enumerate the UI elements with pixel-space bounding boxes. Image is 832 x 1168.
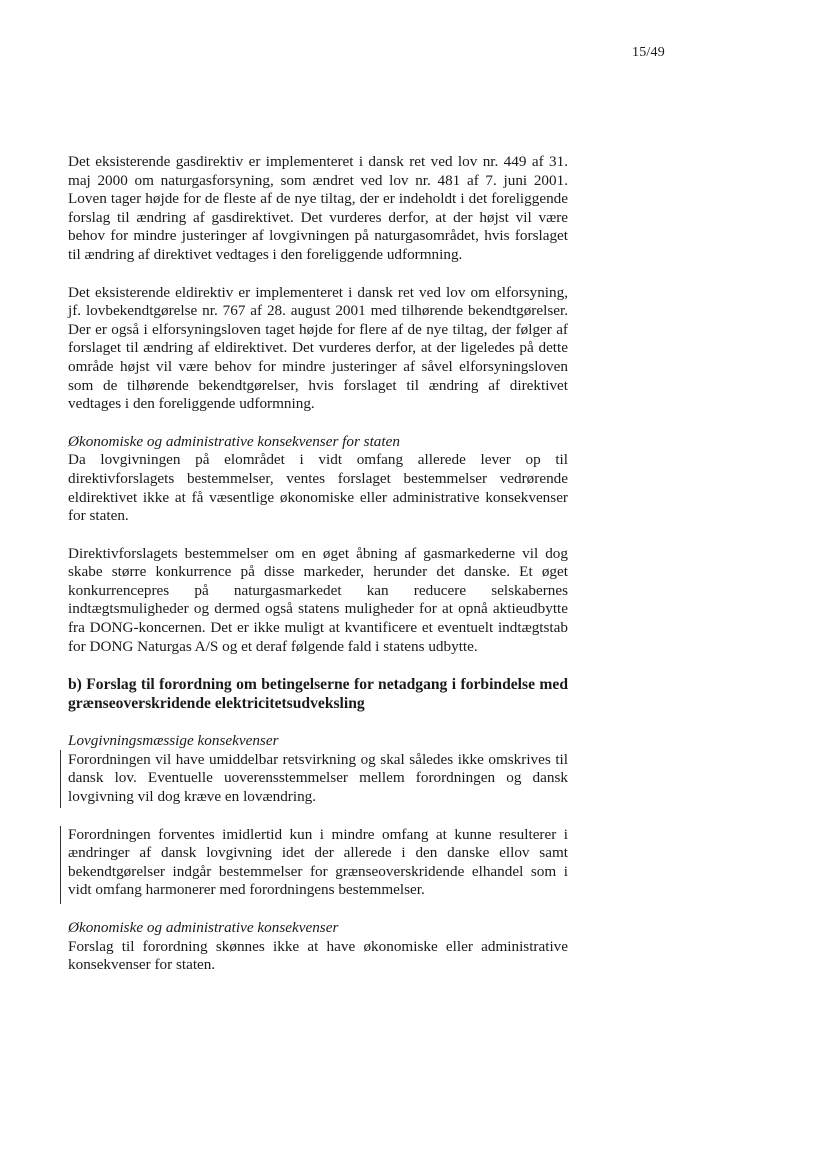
paragraph-electricity-consequences: Da lovgivningen på elområdet i vidt omfang allerede lever op til direktivforslagets bestemmelser, ventes forslaget bestemmelser vedrørende eldirektivet ikke at få væsentlige økonomiske eller administrative konsekvenser for staten. xyxy=(68,451,568,525)
section-heading-b: b) Forslag til forordning om betingelserne for netadgang i forbindelse med grænseoverskridende elektricitetsudveksling xyxy=(68,676,568,713)
heading-economic-consequences-state: Økonomiske og administrative konsekvenser for staten xyxy=(68,432,400,450)
change-bar xyxy=(60,826,61,904)
change-bar xyxy=(60,750,61,808)
paragraph-regulation-changes: Forordningen forventes imidlertid kun i mindre omfang at kunne resulterer i ændringer af dansk lovgivning idet der allerede i den danske ellov samt bekendtgørelser indgår bestemmelser for grænseoverskridende elhandel som i vidt omfang harmonerer med forordningens bestemmelser. xyxy=(68,825,568,899)
paragraph-regulation-economic: Forslag til forordning skønnes ikke at have økonomiske eller administrative konsekvenser for staten. xyxy=(68,937,568,974)
regulation-changes-block xyxy=(68,826,568,900)
document-body xyxy=(68,153,568,975)
paragraph-regulation-effect: Forordningen vil have umiddelbar retsvirkning og skal således ikke omskrives til dansk lov. Eventuelle uoverensstemmelser mellem forordningen og dansk lovgivning vil dog kræve en lovændring. xyxy=(68,750,568,806)
heading-economic-consequences: Økonomiske og administrative konsekvenser xyxy=(68,919,339,936)
paragraph-gas-directive: Det eksisterende gasdirektiv er implementeret i dansk ret ved lov nr. 449 af 31. maj 2000 om naturgasforsyning, som ændret ved lov nr. 481 af 7. juni 2001. Loven tager højde for de fleste af de nye tiltag, der er indeholdt i det foreliggende forslag til ændring af gasdirektivet. Det vurderes derfor, at der højst vil være behov for mindre justeringer af lovgivningen på naturgasområdet, hvis forslaget til ændring af direktivet vedtages i den foreliggende udformning. xyxy=(68,153,568,263)
legislative-consequences-block xyxy=(68,732,568,806)
page-number: 15/49 xyxy=(632,45,665,60)
heading-legislative-consequences: Lovgivningsmæssige konsekvenser xyxy=(68,732,279,750)
paragraph-gas-market-competition: Direktivforslagets bestemmelser om en øget åbning af gasmarkederne vil dog skabe større konkurrence på disse markeder, herunder det danske. Et øget konkurrencepres på naturgasmarkedet kan reducere selskabernes indtægtsmuligheder og dermed også statens muligheder for at opnå aktieudbytte fra DONG-koncernen. Det er ikke muligt at kvantificere et eventuelt indtægtstab for DONG Naturgas A/S og et deraf følgende fald i statens udbytte. xyxy=(68,544,568,655)
paragraph-electricity-directive: Det eksisterende eldirektiv er implementeret i dansk ret ved lov om elforsyning, jf. lovbekendtgørelse nr. 767 af 28. august 2001 med tilhørende bekendtgørelser. Der er også i elforsyningsloven taget højde for flere af de nye tiltag, der følger af forslaget til ændring af eldirektivet. Det vurderes derfor, at der ligeledes på dette område højst vil være behov for mindre justeringer af såvel elforsyningsloven som de tilhørende bekendtgørelser, hvis forslaget til ændring af direktivet vedtages i den foreliggende udformning. xyxy=(68,283,568,413)
